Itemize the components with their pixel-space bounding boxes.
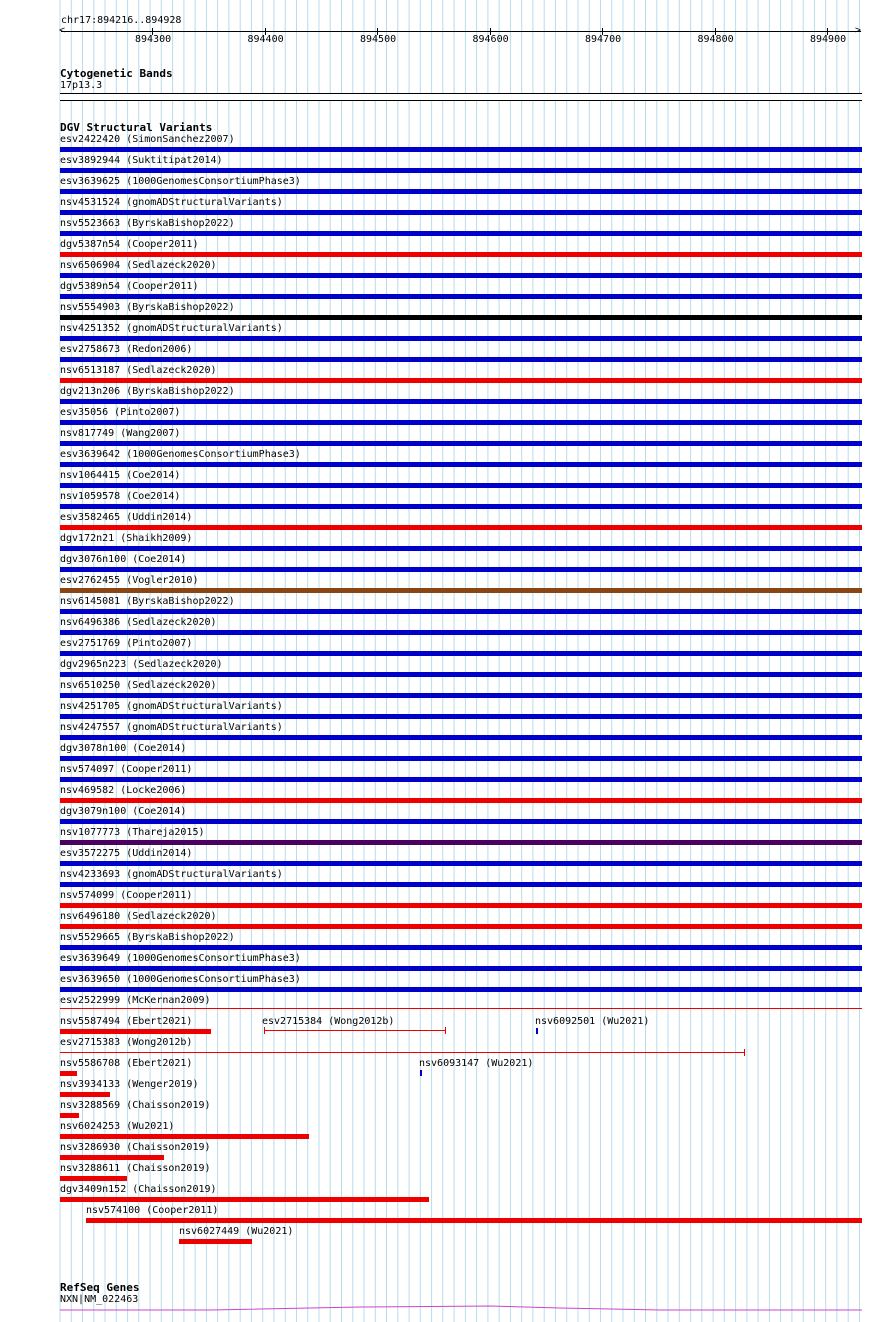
variant-label: dgv3078n100 (Coe2014): [60, 743, 187, 754]
variant-bar[interactable]: [60, 903, 862, 908]
ruler-tick-label: 894700: [585, 34, 622, 45]
variant-label: esv3639642 (1000GenomesConsortiumPhase3): [60, 449, 301, 460]
variant-label: nsv4531524 (gnomADStructuralVariants): [60, 197, 283, 208]
variant-label: nsv5529665 (ByrskaBishop2022): [60, 932, 235, 943]
variant-bar[interactable]: [60, 945, 862, 950]
variant-label: nsv6496386 (Sedlazeck2020): [60, 617, 217, 628]
variant-label: dgv172n21 (Shaikh2009): [60, 533, 193, 544]
variant-bar[interactable]: [60, 798, 862, 803]
variant-bar-end: [264, 1027, 265, 1034]
variant-bar[interactable]: [60, 588, 862, 593]
variant-bar[interactable]: [60, 441, 862, 446]
variant-bar[interactable]: [60, 420, 862, 425]
dgv-title: DGV Structural Variants: [60, 121, 213, 134]
variant-label: esv2715383 (Wong2012b): [60, 1037, 193, 1048]
refseq-gene-label[interactable]: NXN|NM_022463: [60, 1294, 139, 1305]
variant-label: nsv1059578 (Coe2014): [60, 491, 181, 502]
variant-label: nsv5587494 (Ebert2021): [60, 1016, 193, 1027]
cytoband-title: Cytogenetic Bands: [60, 67, 173, 80]
variant-label: esv3639625 (1000GenomesConsortiumPhase3): [60, 176, 301, 187]
variant-label: dgv3079n100 (Coe2014): [60, 806, 187, 817]
ruler-arrow-right: >: [855, 25, 862, 36]
variant-label: nsv6513187 (Sedlazeck2020): [60, 365, 217, 376]
variant-bar[interactable]: [60, 399, 862, 404]
variant-bar[interactable]: [60, 336, 862, 341]
variant-bar[interactable]: [60, 609, 862, 614]
variant-bar[interactable]: [60, 1071, 77, 1076]
variant-label: dgv213n206 (ByrskaBishop2022): [60, 386, 235, 397]
variant-bar[interactable]: [60, 1155, 164, 1160]
variant-bar[interactable]: [60, 630, 862, 635]
variant-bar[interactable]: [60, 777, 862, 782]
variant-label: dgv5389n54 (Cooper2011): [60, 281, 199, 292]
variant-label: nsv574099 (Cooper2011): [60, 890, 193, 901]
refseq-title: RefSeq Genes: [60, 1281, 140, 1294]
variant-bar[interactable]: [60, 840, 862, 845]
variant-label: esv3572275 (Uddin2014): [60, 848, 193, 859]
variant-label: esv35056 (Pinto2007): [60, 407, 181, 418]
variant-label: nsv4247557 (gnomADStructuralVariants): [60, 722, 283, 733]
variant-label: nsv6506904 (Sedlazeck2020): [60, 260, 217, 271]
variant-bar[interactable]: [60, 1008, 862, 1009]
variant-bar[interactable]: [60, 756, 862, 761]
variant-bar[interactable]: [536, 1028, 538, 1034]
variant-label: esv2751769 (Pinto2007): [60, 638, 193, 649]
variant-label: esv2762455 (Vogler2010): [60, 575, 199, 586]
variant-label: nsv4233693 (gnomADStructuralVariants): [60, 869, 283, 880]
variant-label: nsv6093147 (Wu2021): [419, 1058, 534, 1069]
variant-bar[interactable]: [86, 1218, 862, 1223]
ruler-tick-label: 894800: [697, 34, 734, 45]
variant-bar[interactable]: [60, 1029, 211, 1034]
variant-bar[interactable]: [60, 1134, 309, 1139]
variant-bar-end: [744, 1049, 745, 1056]
variant-label: nsv4251352 (gnomADStructuralVariants): [60, 323, 283, 334]
variant-label: nsv6024253 (Wu2021): [60, 1121, 175, 1132]
variant-label: esv2715384 (Wong2012b): [262, 1016, 395, 1027]
variant-label: esv2522999 (McKernan2009): [60, 995, 211, 1006]
variant-label: nsv469582 (Locke2006): [60, 785, 187, 796]
variant-label: nsv5554903 (ByrskaBishop2022): [60, 302, 235, 313]
variant-bar[interactable]: [60, 924, 862, 929]
variant-label: esv3639650 (1000GenomesConsortiumPhase3): [60, 974, 301, 985]
variant-bar[interactable]: [60, 462, 862, 467]
variant-label: nsv3288611 (Chaisson2019): [60, 1163, 211, 1174]
variant-label: dgv5387n54 (Cooper2011): [60, 239, 199, 250]
cytoband-bar[interactable]: [60, 93, 862, 101]
variant-bar[interactable]: [60, 525, 862, 530]
variant-bar[interactable]: [60, 693, 862, 698]
variant-label: esv3639649 (1000GenomesConsortiumPhase3): [60, 953, 301, 964]
variant-bar[interactable]: [60, 504, 862, 509]
ruler-tick-label: 894900: [810, 34, 847, 45]
variant-bar[interactable]: [60, 882, 862, 887]
variant-label: nsv6496180 (Sedlazeck2020): [60, 911, 217, 922]
variant-label: nsv574097 (Cooper2011): [60, 764, 193, 775]
variant-bar[interactable]: [60, 1113, 79, 1118]
variant-bar[interactable]: [60, 483, 862, 488]
variant-label: nsv6510250 (Sedlazeck2020): [60, 680, 217, 691]
variant-label: esv3582465 (Uddin2014): [60, 512, 193, 523]
ruler-axis: [61, 31, 861, 32]
variant-label: dgv3076n100 (Coe2014): [60, 554, 187, 565]
variant-bar[interactable]: [60, 714, 862, 719]
variant-bar[interactable]: [60, 546, 862, 551]
cytoband-label: 17p13.3: [60, 80, 103, 91]
variant-bar[interactable]: [60, 189, 862, 194]
variant-label: nsv3288569 (Chaisson2019): [60, 1100, 211, 1111]
variant-label: nsv1064415 (Coe2014): [60, 470, 181, 481]
variant-label: nsv6027449 (Wu2021): [179, 1226, 294, 1237]
variant-bar[interactable]: [60, 735, 862, 740]
variant-bar[interactable]: [60, 1092, 110, 1097]
variant-label: nsv574100 (Cooper2011): [86, 1205, 219, 1216]
variant-bar[interactable]: [60, 819, 862, 824]
variant-bar[interactable]: [60, 861, 862, 866]
variant-bar[interactable]: [60, 1197, 429, 1202]
variant-bar[interactable]: [60, 294, 862, 299]
variant-bar[interactable]: [60, 231, 862, 236]
variant-bar[interactable]: [60, 273, 862, 278]
variant-label: nsv1077773 (Thareja2015): [60, 827, 205, 838]
variant-label: nsv3286930 (Chaisson2019): [60, 1142, 211, 1153]
variant-bar[interactable]: [60, 1052, 745, 1053]
variant-label: nsv5586708 (Ebert2021): [60, 1058, 193, 1069]
variant-bar[interactable]: [60, 210, 862, 215]
variant-bar[interactable]: [264, 1030, 446, 1031]
variant-bar[interactable]: [179, 1239, 252, 1244]
variant-label: nsv817749 (Wang2007): [60, 428, 181, 439]
variant-bar[interactable]: [60, 378, 862, 383]
variant-bar[interactable]: [60, 966, 862, 971]
variant-bar-end: [445, 1027, 446, 1034]
variant-bar[interactable]: [60, 147, 862, 152]
variant-label: nsv6145081 (ByrskaBishop2022): [60, 596, 235, 607]
ruler-tick-label: 894400: [247, 34, 284, 45]
variant-label: esv3892944 (Suktitipat2014): [60, 155, 223, 166]
variant-label: dgv2965n223 (Sedlazeck2020): [60, 659, 223, 670]
variant-bar[interactable]: [60, 168, 862, 173]
variant-bar[interactable]: [60, 1176, 127, 1181]
variant-bar[interactable]: [60, 987, 862, 992]
refseq-gene-line[interactable]: [60, 1304, 862, 1314]
variant-bar[interactable]: [60, 252, 862, 257]
ruler-tick-label: 894300: [135, 34, 172, 45]
variant-label: esv2758673 (Redon2006): [60, 344, 193, 355]
variant-label: dgv3409n152 (Chaisson2019): [60, 1184, 217, 1195]
region-label: chr17:894216..894928: [61, 15, 182, 26]
variant-label: nsv3934133 (Wenger2019): [60, 1079, 199, 1090]
variant-bar[interactable]: [60, 357, 862, 362]
ruler-arrow-left: <: [59, 25, 66, 36]
ruler-tick-label: 894600: [472, 34, 509, 45]
variant-bar[interactable]: [420, 1070, 422, 1076]
variant-label: nsv6092501 (Wu2021): [535, 1016, 650, 1027]
variant-bar[interactable]: [60, 315, 862, 320]
variant-label: nsv4251705 (gnomADStructuralVariants): [60, 701, 283, 712]
variant-bar[interactable]: [60, 672, 862, 677]
variant-bar[interactable]: [60, 651, 862, 656]
ruler-tick-label: 894500: [360, 34, 397, 45]
variant-label: nsv5523663 (ByrskaBishop2022): [60, 218, 235, 229]
variant-bar[interactable]: [60, 567, 862, 572]
variant-label: esv2422420 (SimonSanchez2007): [60, 134, 235, 145]
